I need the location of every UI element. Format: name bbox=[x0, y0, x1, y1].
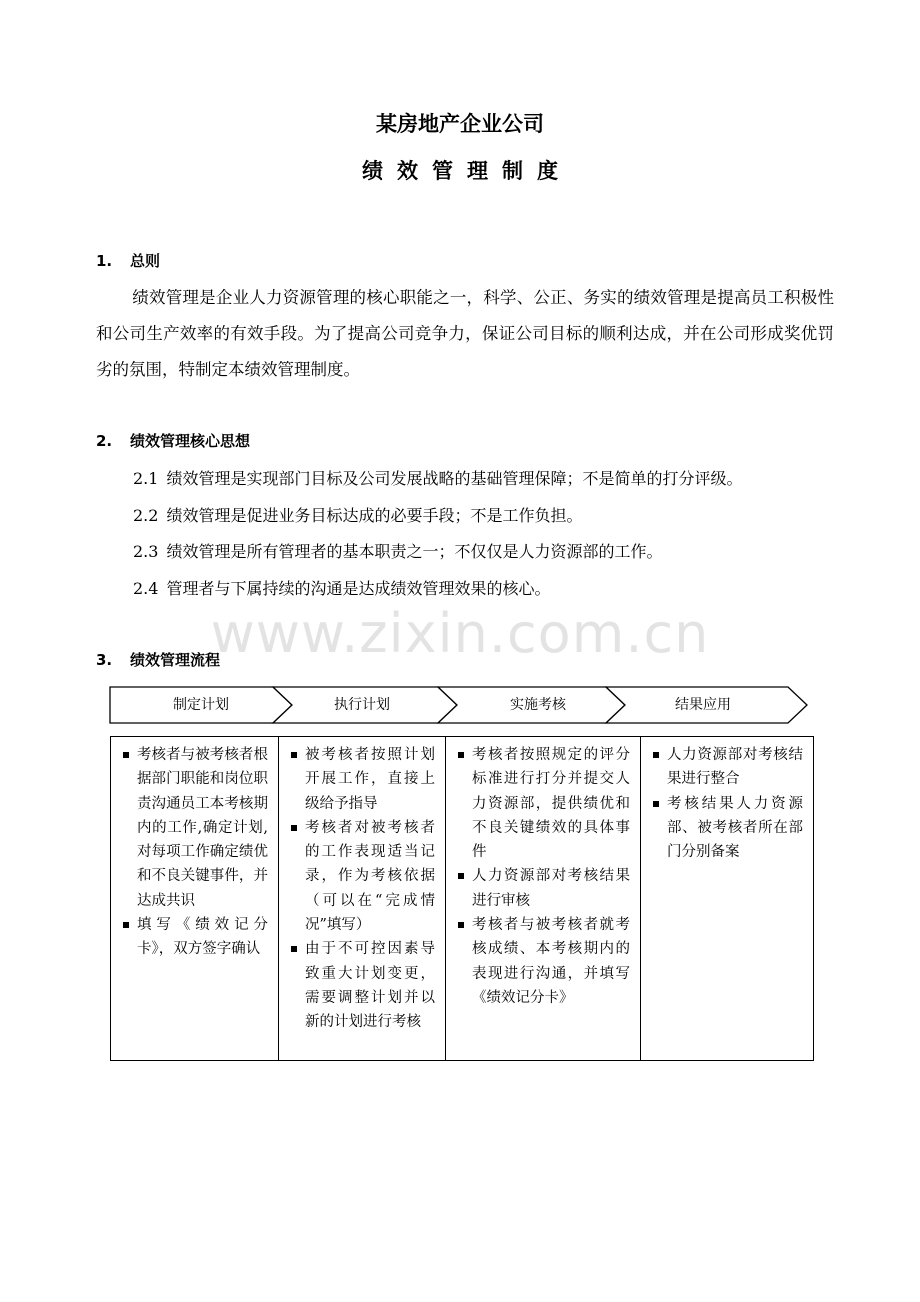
section-heading-process bbox=[96, 649, 220, 670]
list-item bbox=[133, 534, 742, 571]
list-item: 人力资源部对考核结果进行整合 bbox=[651, 743, 803, 792]
process-column-assess bbox=[446, 737, 641, 1060]
list-item: 由于不可控因素导致重大计划变更，需要调整计划并以新的计划进行考核 bbox=[289, 937, 435, 1034]
list-item: 考核者与被考核者根据部门职能和岗位职责沟通员工本考核期内的工作,确定计划,对每项工作确定绩优和不良关键事件，并达成共识 bbox=[121, 743, 268, 913]
list-item bbox=[133, 498, 742, 535]
list-item: 考核者对被考核者的工作表现适当记录，作为考核依据（可以在“完成情况”填写） bbox=[289, 816, 435, 937]
point-text: 绩效管理是促进业务目标达成的必要手段；不是工作负担。 bbox=[166, 505, 583, 525]
flow-step-label: 结果应用 bbox=[675, 697, 731, 713]
process-column-execute bbox=[279, 737, 446, 1060]
company-title: 某房地产企业公司 bbox=[376, 112, 544, 136]
point-number: 2.1 bbox=[133, 469, 159, 488]
list-item: 考核者与被考核者就考核成绩、本考核期内的表现进行沟通，并填写《绩效记分卡》 bbox=[456, 913, 630, 1010]
square-bullet-icon bbox=[653, 801, 659, 807]
section-number: 1. bbox=[96, 252, 113, 270]
list-item: 考核结果人力资源部、被考核者所在部门分别备案 bbox=[651, 792, 803, 865]
point-text: 绩效管理是所有管理者的基本职责之一；不仅仅是人力资源部的工作。 bbox=[166, 542, 663, 561]
flow-step-label: 执行计划 bbox=[334, 697, 390, 713]
point-text: 管理者与下属持续的沟通是达成绩效管理效果的核心。 bbox=[166, 578, 551, 598]
point-number: 2.3 bbox=[133, 542, 159, 561]
point-number: 2.4 bbox=[133, 578, 159, 598]
list-item bbox=[133, 461, 742, 498]
process-column-plan bbox=[111, 737, 279, 1060]
square-bullet-icon bbox=[291, 946, 297, 952]
section-number: 2. bbox=[96, 432, 113, 450]
section-title: 绩效管理核心思想 bbox=[130, 432, 251, 450]
document-title: 绩效管理制度 bbox=[362, 159, 572, 183]
section-heading-core-ideas bbox=[96, 430, 250, 451]
square-bullet-icon bbox=[123, 922, 129, 928]
point-number: 2.2 bbox=[133, 505, 159, 525]
process-detail-table bbox=[110, 736, 814, 1061]
general-paragraph: 绩效管理是企业人力资源管理的核心职能之一，科学、公正、务实的绩效管理是提高员工积极性和公司生产效率的有效手段。为了提高公司竞争力，保证公司目标的顺利达成，并在公司形成奖优罚劣的氛围，特制定本绩效管理制度。 bbox=[96, 288, 834, 379]
point-text: 绩效管理是实现部门目标及公司发展战略的基础管理保障；不是简单的打分评级。 bbox=[166, 469, 743, 488]
section-heading-general bbox=[96, 250, 160, 271]
square-bullet-icon bbox=[123, 752, 129, 758]
list-item: 填写《绩效记分卡》，双方签字确认 bbox=[121, 913, 268, 962]
core-ideas-list bbox=[133, 461, 742, 607]
square-bullet-icon bbox=[653, 752, 659, 758]
watermark: www.zixin.com.cn bbox=[210, 602, 710, 665]
list-item: 考核者按照规定的评分标准进行打分并提交人力资源部，提供绩优和不良关键绩效的具体事件 bbox=[456, 743, 630, 864]
list-item: 人力资源部对考核结果进行审核 bbox=[456, 864, 630, 913]
section-number: 3. bbox=[96, 651, 113, 669]
process-column-apply bbox=[641, 737, 813, 1060]
section-title: 总则 bbox=[130, 252, 161, 270]
square-bullet-icon bbox=[458, 873, 464, 879]
flow-step-label: 制定计划 bbox=[173, 697, 229, 713]
flow-step-label: 实施考核 bbox=[510, 697, 566, 713]
square-bullet-icon bbox=[458, 752, 464, 758]
square-bullet-icon bbox=[458, 922, 464, 928]
list-item: 被考核者按照计划开展工作，直接上级给予指导 bbox=[289, 743, 435, 816]
square-bullet-icon bbox=[291, 752, 297, 758]
section-title: 绩效管理流程 bbox=[130, 651, 221, 669]
square-bullet-icon bbox=[291, 825, 297, 831]
